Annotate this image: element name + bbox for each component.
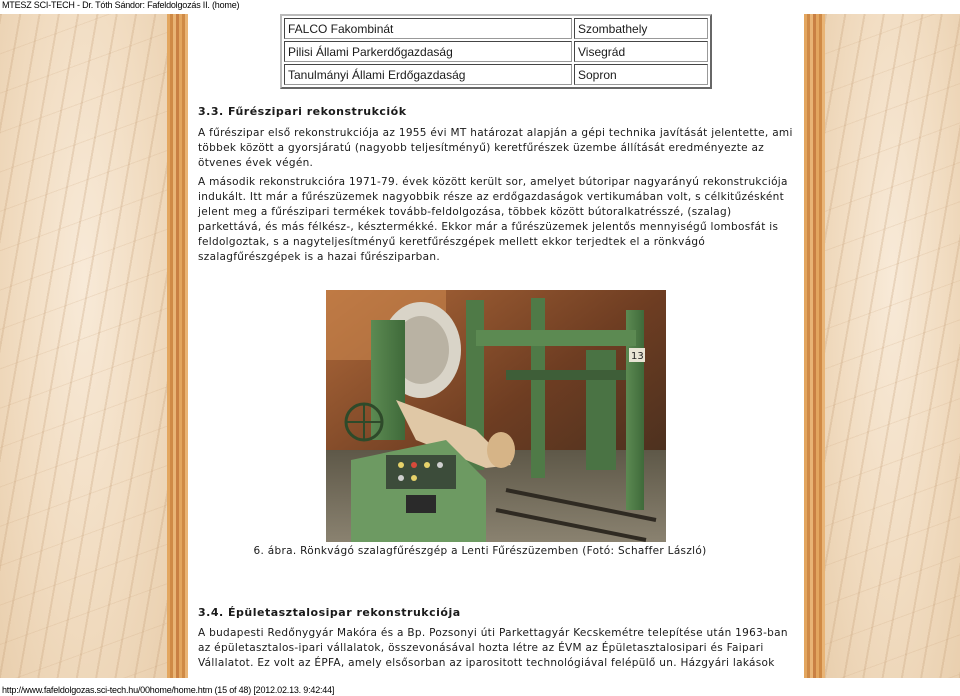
figure-caption: 6. ábra. Rönkvágó szalagfűrészgép a Lenti Fűrészüzemben (Fotó: Schaffer László) <box>253 545 707 557</box>
sawmill-photo <box>326 290 666 542</box>
table-row <box>284 41 708 62</box>
org-name-cell: Tanulmányi Állami Erdőgazdaság <box>284 64 572 85</box>
section-heading-sawmill: 3.3. Fűrészipari rekonstrukciók <box>198 105 407 118</box>
org-city-cell: Sopron <box>574 64 708 85</box>
window-title: MTESZ SCI-TECH - Dr. Tóth Sándor: Fafeldolgozás II. (home) <box>2 0 240 10</box>
wood-background-left <box>0 14 168 678</box>
paragraph-sawmill-second: A második rekonstrukcióra 1971-79. évek között került sor, amelyet bútoripar nagyarányú rekonstrukciója indukált. Itt már a fűrészüzemek nagyobbik része az erdőgazdaságok vertikumában volt, s célkitűzésként jelent meg a fűrészipari termékek tovább-feldolgozása, többek között bútoralkatrésszé, (szalag) parkettává, és más félkész-, késztermékké. Ekkor már a fűrészüzemek jelentős mennyiségű lombosfát is feldolgoztak, s a nagyteljesítményű keretfűrészgépek mellett ekkor terjedtek el a rönkvágó szalagfűrészgépek is a hazai fűrésziparban. <box>198 176 788 263</box>
org-name-cell: Pilisi Állami Parkerdőgazdaság <box>284 41 572 62</box>
wood-trim-right <box>804 14 825 678</box>
paragraph-sawmill-first: A fűrészipar első rekonstrukciója az 1955 évi MT határozat alapján a gépi technika javítását jelentette, ami többek között a gyorsjáratú (nagyobb teljesítményű) keretfűrészek üzembe állítását eredményezte az ötvenes évek végén. <box>198 127 793 169</box>
wood-background-right <box>825 14 960 678</box>
org-city-cell: Szombathely <box>574 18 708 39</box>
wood-trim-left <box>167 14 188 678</box>
org-name-cell: FALCO Fakombinát <box>284 18 572 39</box>
machine-number-label: 13 <box>631 351 644 362</box>
table-row <box>284 64 708 85</box>
section-heading-joinery: 3.4. Épületasztalosipar rekonstrukciója <box>198 606 461 619</box>
paragraph-joinery: A budapesti Redőnygyár Makóra és a Bp. Pozsonyi úti Parkettagyár Kecskemétre telepítése után 1963-ban az épületasztalos-ipari vállalatok, összevonásával hozta létre az ÉVM az Épületasztalosipari és Faipari Vállalatot. Ez volt az ÉPFA, amely elsősorban az iparositott technológiával felépülő un. Házgyári lakások <box>198 627 788 669</box>
page-footer-url: http://www.fafeldolgozas.sci-tech.hu/00home/home.htm (15 of 48) [2012.02.13. 9:42:44] <box>2 685 335 695</box>
table-row <box>284 18 708 39</box>
org-city-cell: Visegrád <box>574 41 708 62</box>
organizations-table <box>280 14 712 89</box>
